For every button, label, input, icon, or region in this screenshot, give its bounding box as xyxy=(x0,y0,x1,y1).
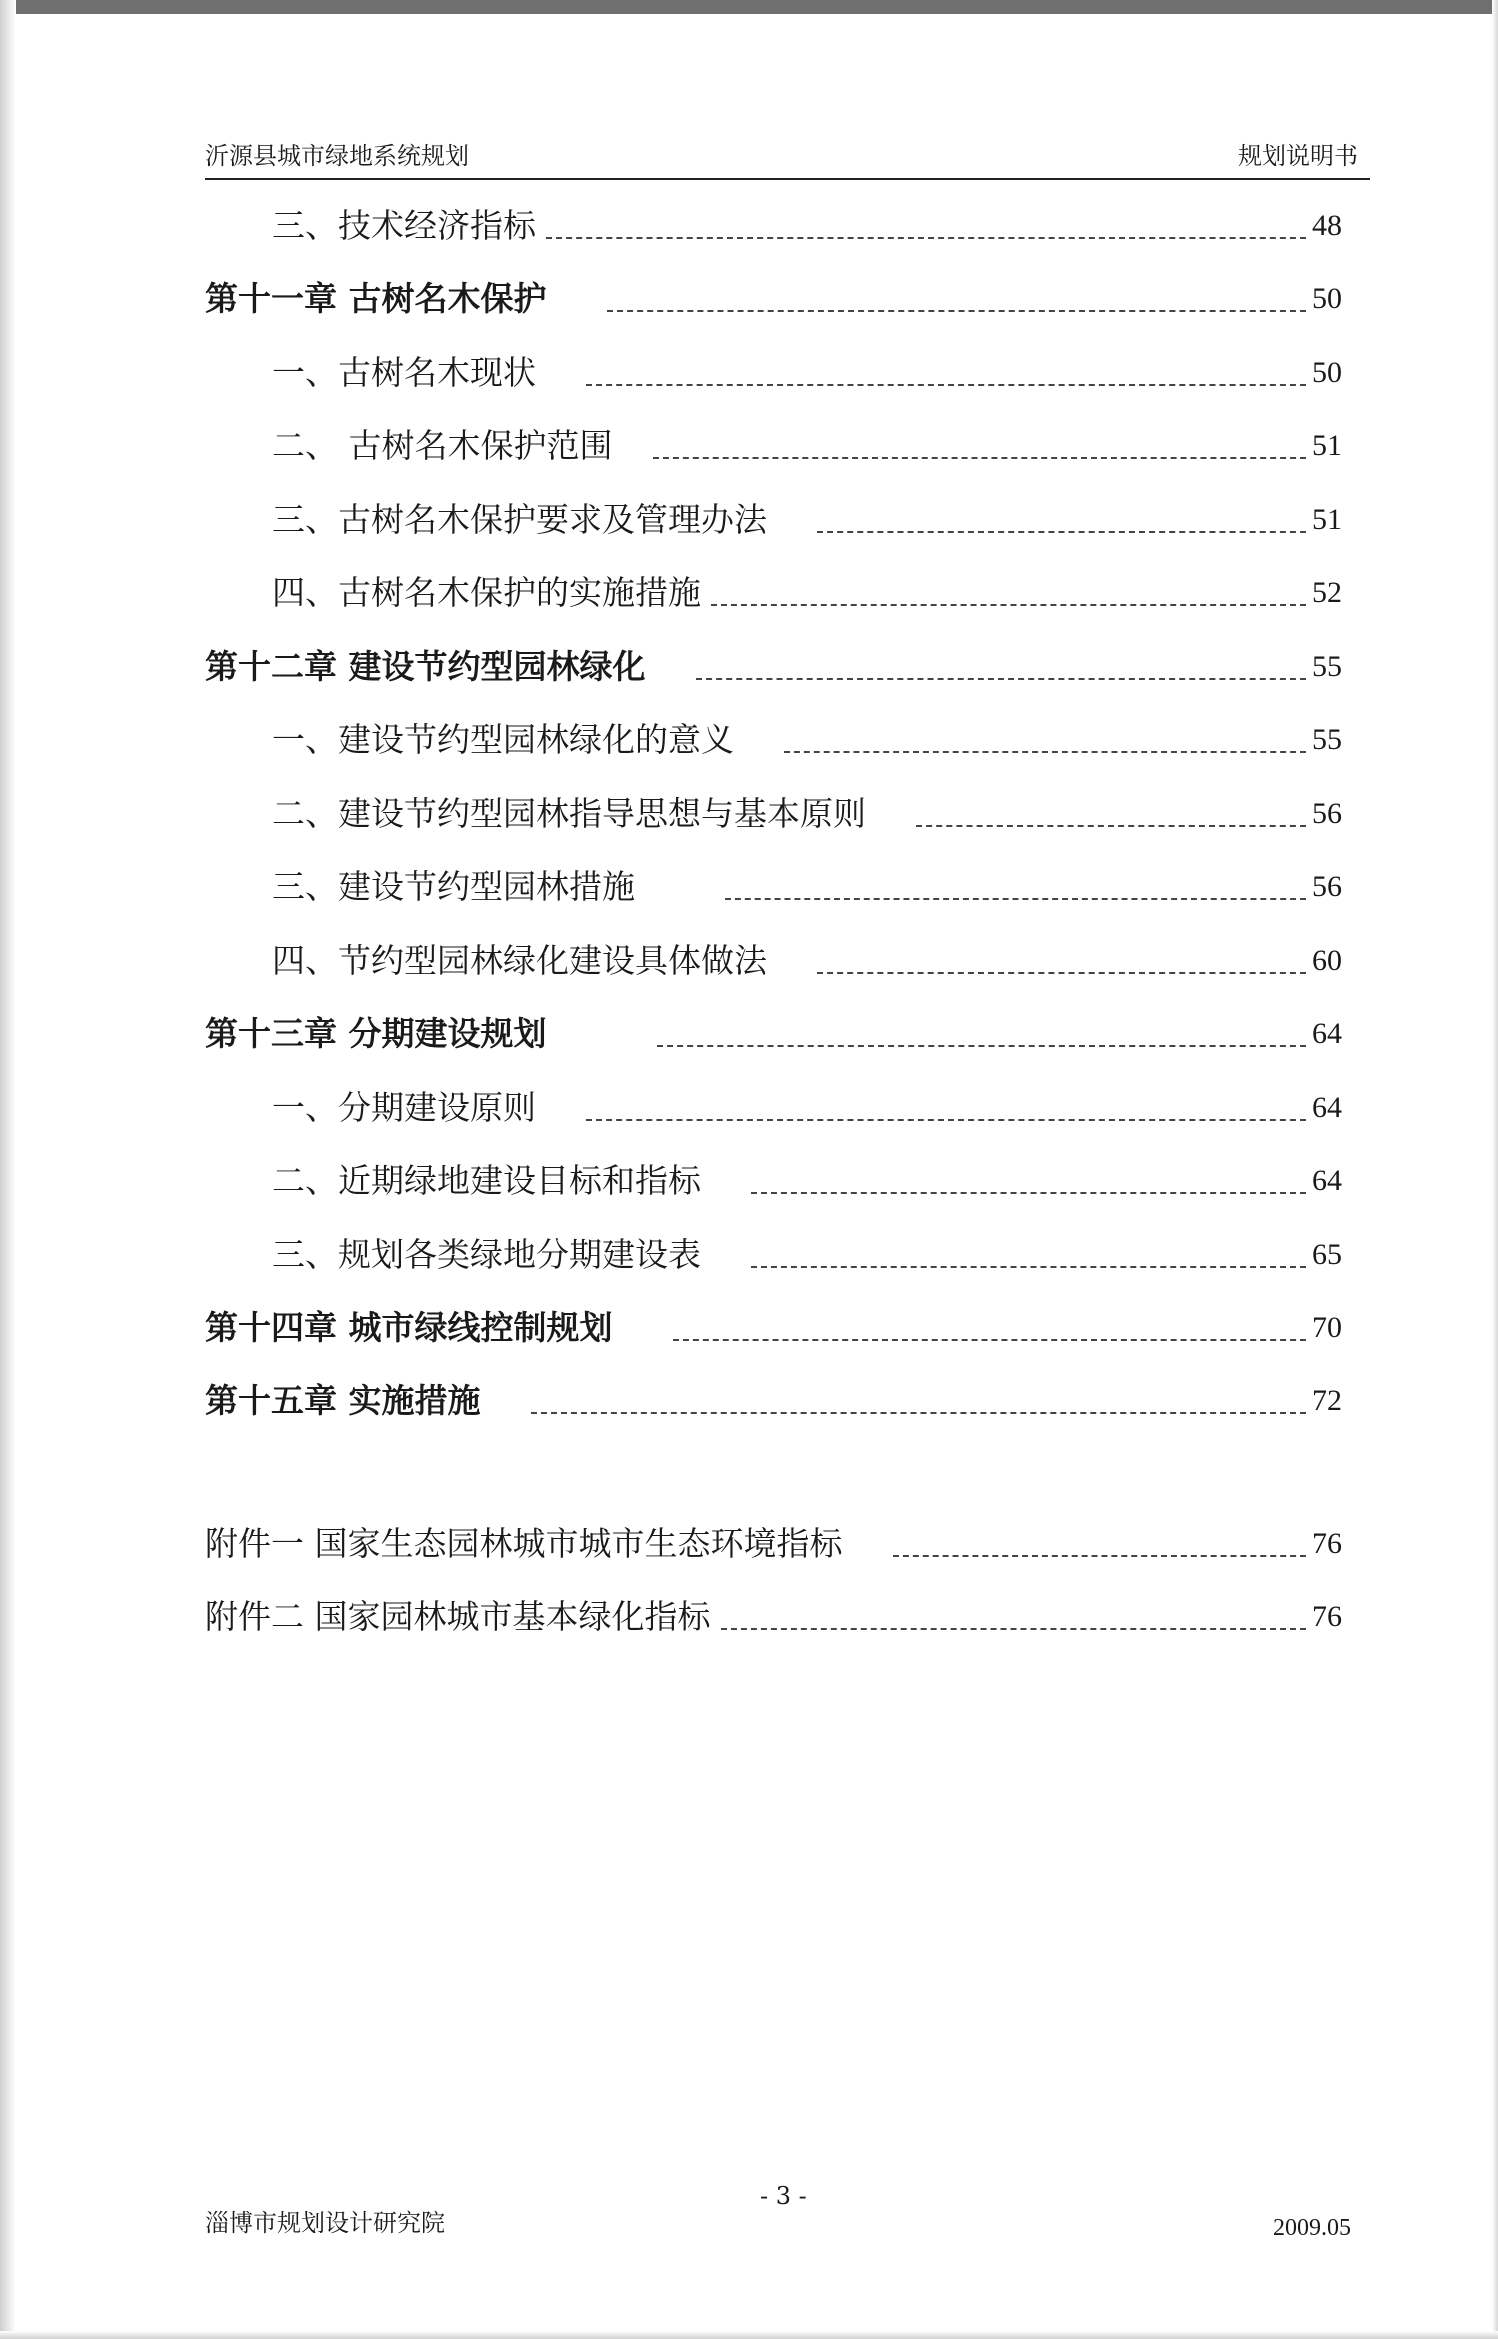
toc-entry-page: 51 xyxy=(1312,503,1342,536)
toc-entry-page: 70 xyxy=(1312,1311,1342,1344)
scan-right-edge xyxy=(1492,0,1498,2339)
toc-entry[interactable] xyxy=(272,714,1342,764)
toc-entry-page: 55 xyxy=(1312,723,1342,756)
toc-entry[interactable] xyxy=(205,1591,1342,1641)
toc-leader-dots xyxy=(721,1628,1307,1630)
toc-entry-label: 一、分期建设原则 xyxy=(272,1088,536,1127)
scan-bottom-edge xyxy=(0,2331,1498,2339)
document-date: 2009.05 xyxy=(1273,2215,1351,2241)
toc-entry-label: 三、规划各类绿地分期建设表 xyxy=(272,1235,701,1274)
toc-entry-label: 附件二 国家园林城市基本绿化指标 xyxy=(205,1597,711,1636)
toc-entry-label: 第十二章 建设节约型园林绿化 xyxy=(205,647,646,686)
toc-entry-label: 四、古树名木保护的实施措施 xyxy=(272,573,701,612)
toc-entry[interactable] xyxy=(205,273,1342,323)
toc-entry[interactable] xyxy=(205,1518,1342,1568)
scan-left-edge xyxy=(0,0,16,2339)
toc-leader-dots xyxy=(696,678,1307,680)
toc-entry[interactable] xyxy=(272,788,1342,838)
toc-leader-dots xyxy=(653,457,1307,459)
toc-entry[interactable] xyxy=(205,1302,1342,1352)
toc-entry-label: 四、节约型园林绿化建设具体做法 xyxy=(272,941,767,980)
toc-entry-label: 二、 古树名木保护范围 xyxy=(272,426,613,465)
toc-leader-dots xyxy=(751,1192,1306,1194)
toc-entry-page: 56 xyxy=(1312,797,1342,830)
toc-entry-page: 64 xyxy=(1312,1091,1342,1124)
toc-entry-page: 51 xyxy=(1312,429,1342,462)
toc-entry-label: 一、建设节约型园林绿化的意义 xyxy=(272,720,734,759)
toc-entry-label: 三、古树名木保护要求及管理办法 xyxy=(272,500,767,539)
toc-entry-label: 附件一 国家生态园林城市城市生态环境指标 xyxy=(205,1524,843,1563)
page-number: - 3 - xyxy=(760,2182,807,2210)
toc-entry-label: 三、技术经济指标 xyxy=(272,206,536,245)
institute-name: 淄博市规划设计研究院 xyxy=(205,2209,445,2237)
toc-entry[interactable] xyxy=(272,567,1342,617)
toc-entry-label: 第十五章 实施措施 xyxy=(205,1381,481,1420)
toc-entry-page: 50 xyxy=(1312,356,1342,389)
toc-leader-dots xyxy=(817,531,1306,533)
toc-entry-label: 二、近期绿地建设目标和指标 xyxy=(272,1161,701,1200)
toc-leader-dots xyxy=(725,898,1306,900)
toc-entry-label: 三、建设节约型园林措施 xyxy=(272,867,635,906)
toc-entry-page: 76 xyxy=(1312,1600,1342,1633)
toc-entry-page: 55 xyxy=(1312,650,1342,683)
toc-entry[interactable] xyxy=(272,200,1342,250)
toc-leader-dots xyxy=(784,751,1306,753)
toc-entry-page: 64 xyxy=(1312,1164,1342,1197)
toc-entry-page: 50 xyxy=(1312,282,1342,315)
document-title: 沂源县城市绿地系统规划 xyxy=(205,142,469,170)
toc-entry[interactable] xyxy=(272,935,1342,985)
toc-entry-label: 二、建设节约型园林指导思想与基本原则 xyxy=(272,794,866,833)
toc-entry-page: 65 xyxy=(1312,1238,1342,1271)
toc-entry-label: 一、古树名木现状 xyxy=(272,353,536,392)
toc-entry-page: 56 xyxy=(1312,870,1342,903)
toc-entry[interactable] xyxy=(205,641,1342,691)
toc-leader-dots xyxy=(916,825,1306,827)
scan-top-edge xyxy=(0,0,1498,14)
toc-entry[interactable] xyxy=(272,1082,1342,1132)
toc-leader-dots xyxy=(586,384,1306,386)
toc-entry-page: 64 xyxy=(1312,1017,1342,1050)
toc-leader-dots xyxy=(673,1339,1307,1341)
toc-leader-dots xyxy=(657,1045,1307,1047)
toc-entry[interactable] xyxy=(272,494,1342,544)
toc-entry-label: 第十三章 分期建设规划 xyxy=(205,1014,547,1053)
toc-leader-dots xyxy=(586,1119,1306,1121)
page-header xyxy=(205,138,1370,180)
toc-entry[interactable] xyxy=(272,347,1342,397)
toc-leader-dots xyxy=(751,1266,1306,1268)
toc-entry[interactable] xyxy=(272,420,1342,470)
toc-leader-dots xyxy=(817,972,1306,974)
toc-entry[interactable] xyxy=(272,1229,1342,1279)
toc-entry[interactable] xyxy=(205,1375,1342,1425)
document-type: 规划说明书 xyxy=(1238,142,1358,170)
toc-entry[interactable] xyxy=(272,1155,1342,1205)
toc-entry[interactable] xyxy=(205,1008,1342,1058)
toc-leader-dots xyxy=(531,1412,1307,1414)
toc-leader-dots xyxy=(607,310,1307,312)
toc-entry-label: 第十四章 城市绿线控制规划 xyxy=(205,1308,613,1347)
toc-leader-dots xyxy=(893,1555,1307,1557)
toc-entry-page: 52 xyxy=(1312,576,1342,609)
toc-entry[interactable] xyxy=(272,861,1342,911)
toc-entry-page: 48 xyxy=(1312,209,1342,242)
toc-leader-dots xyxy=(546,237,1306,239)
toc-entry-page: 72 xyxy=(1312,1384,1342,1417)
toc-entry-label: 第十一章 古树名木保护 xyxy=(205,279,547,318)
toc-leader-dots xyxy=(711,604,1306,606)
toc-entry-page: 60 xyxy=(1312,944,1342,977)
toc-entry-page: 76 xyxy=(1312,1527,1342,1560)
